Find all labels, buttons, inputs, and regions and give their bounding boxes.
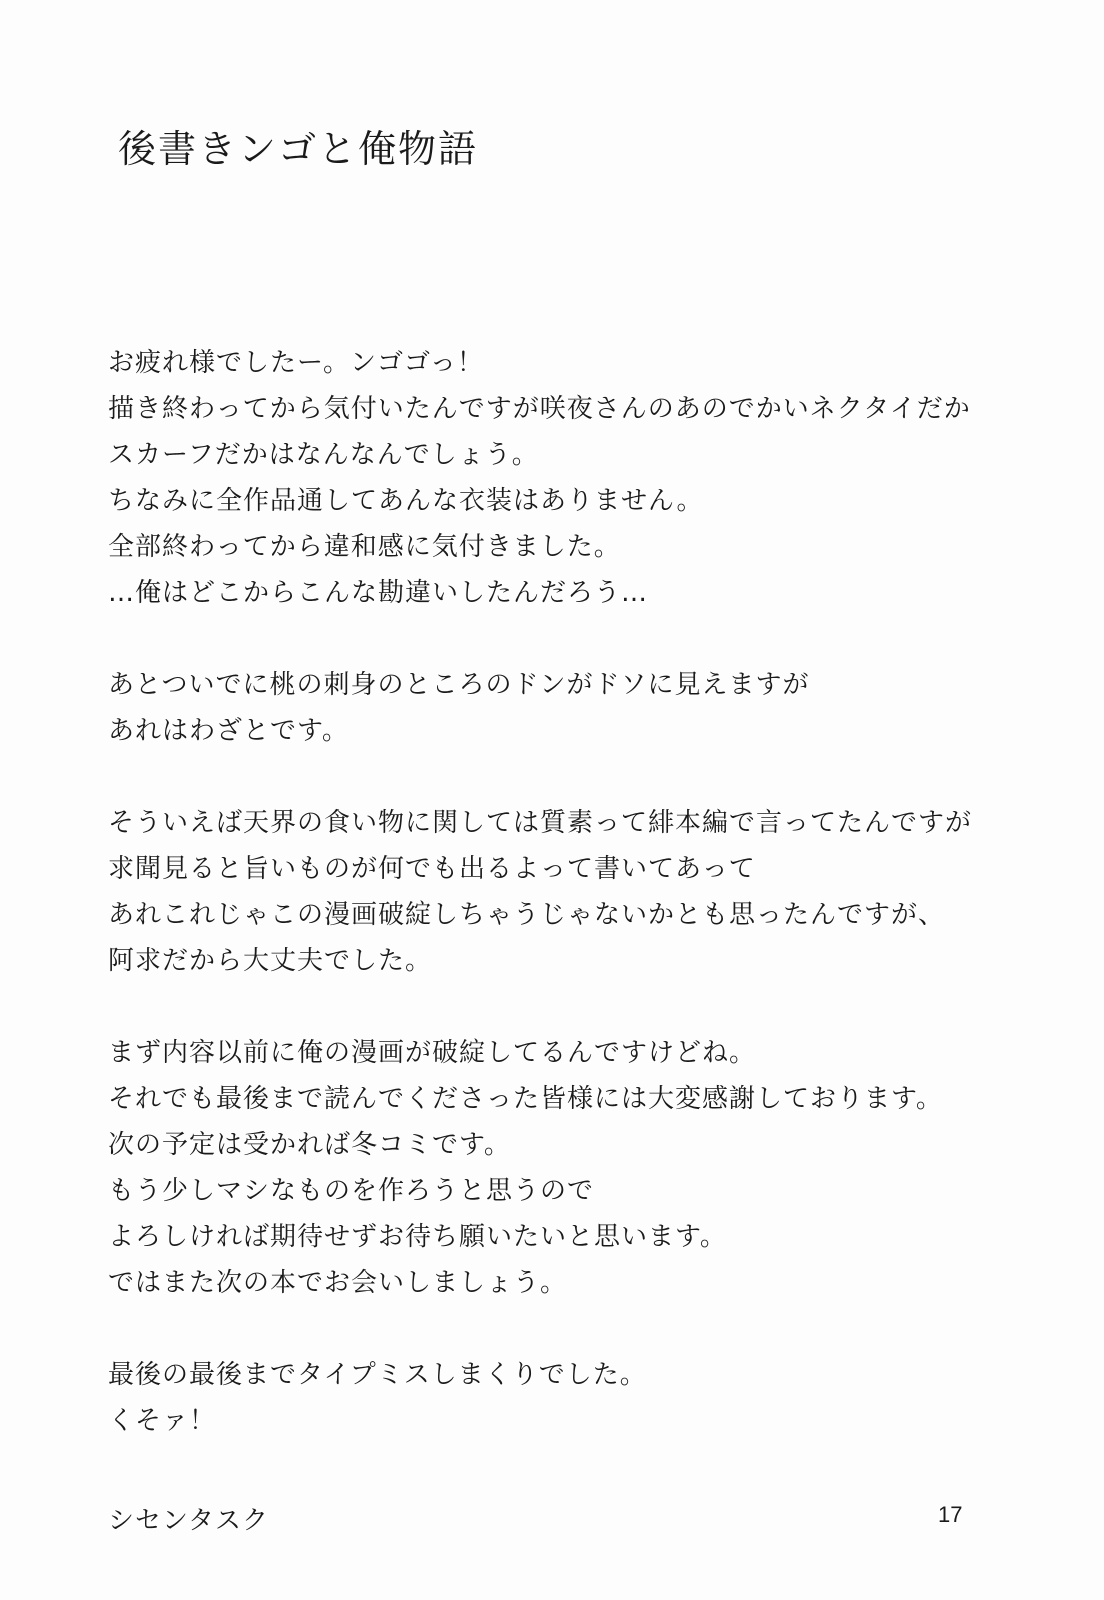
- page-title: 後書きンゴと俺物語: [118, 127, 479, 171]
- text-line: ちなみに全作品通してあんな衣装はありません。: [108, 486, 704, 516]
- text-line: スカーフだかはなんなんでしょう。: [108, 440, 539, 470]
- text-line: 次の予定は受かれば冬コミです。: [108, 1130, 511, 1160]
- text-line: 阿求だから大丈夫でした。: [108, 946, 433, 976]
- text-line: それでも最後まで読んでくださった皆様には大変感謝しております。: [108, 1084, 943, 1114]
- paragraph-4: [108, 1030, 1008, 1306]
- text-line: もう少しマシなものを作ろうと思うので: [108, 1176, 595, 1206]
- text-line: そういえば天界の食い物に関しては質素って緋本編で言ってたんですが: [108, 808, 973, 838]
- text-line: ではまた次の本でお会いしましょう。: [108, 1268, 568, 1298]
- text-line: まず内容以前に俺の漫画が破綻してるんですけどね。: [108, 1038, 757, 1068]
- author-name: シセンタスク: [108, 1506, 269, 1536]
- paragraph-2: [108, 662, 1008, 754]
- afterword-body: [108, 340, 1008, 1490]
- text-line: …俺はどこからこんな勘違いしたんだろう…: [108, 578, 649, 608]
- text-line: くそァ！: [108, 1406, 217, 1436]
- text-line: 全部終わってから違和感に気付きました。: [108, 532, 621, 562]
- text-line: 描き終わってから気付いたんですが咲夜さんのあのでかいネクタイだか: [108, 394, 971, 424]
- text-line: お疲れ様でしたー。ンゴゴっ！: [108, 348, 484, 378]
- text-line: 最後の最後までタイプミスしまくりでした。: [108, 1360, 647, 1390]
- paragraph-5: [108, 1352, 1008, 1444]
- text-line: あれこれじゃこの漫画破綻しちゃうじゃないかとも思ったんですが、: [108, 900, 946, 930]
- paragraph-3: [108, 800, 1008, 984]
- text-line: 求聞見ると旨いものが何でも出るよって書いてあって: [108, 854, 756, 884]
- text-line: あとついでに桃の刺身のところのドンがドソに見えますが: [108, 670, 810, 700]
- text-line: よろしければ期待せずお待ち願いたいと思います。: [108, 1222, 727, 1252]
- page-number: 17: [938, 1502, 963, 1527]
- paragraph-1: [108, 340, 1008, 616]
- text-line: あれはわざとです。: [108, 716, 349, 746]
